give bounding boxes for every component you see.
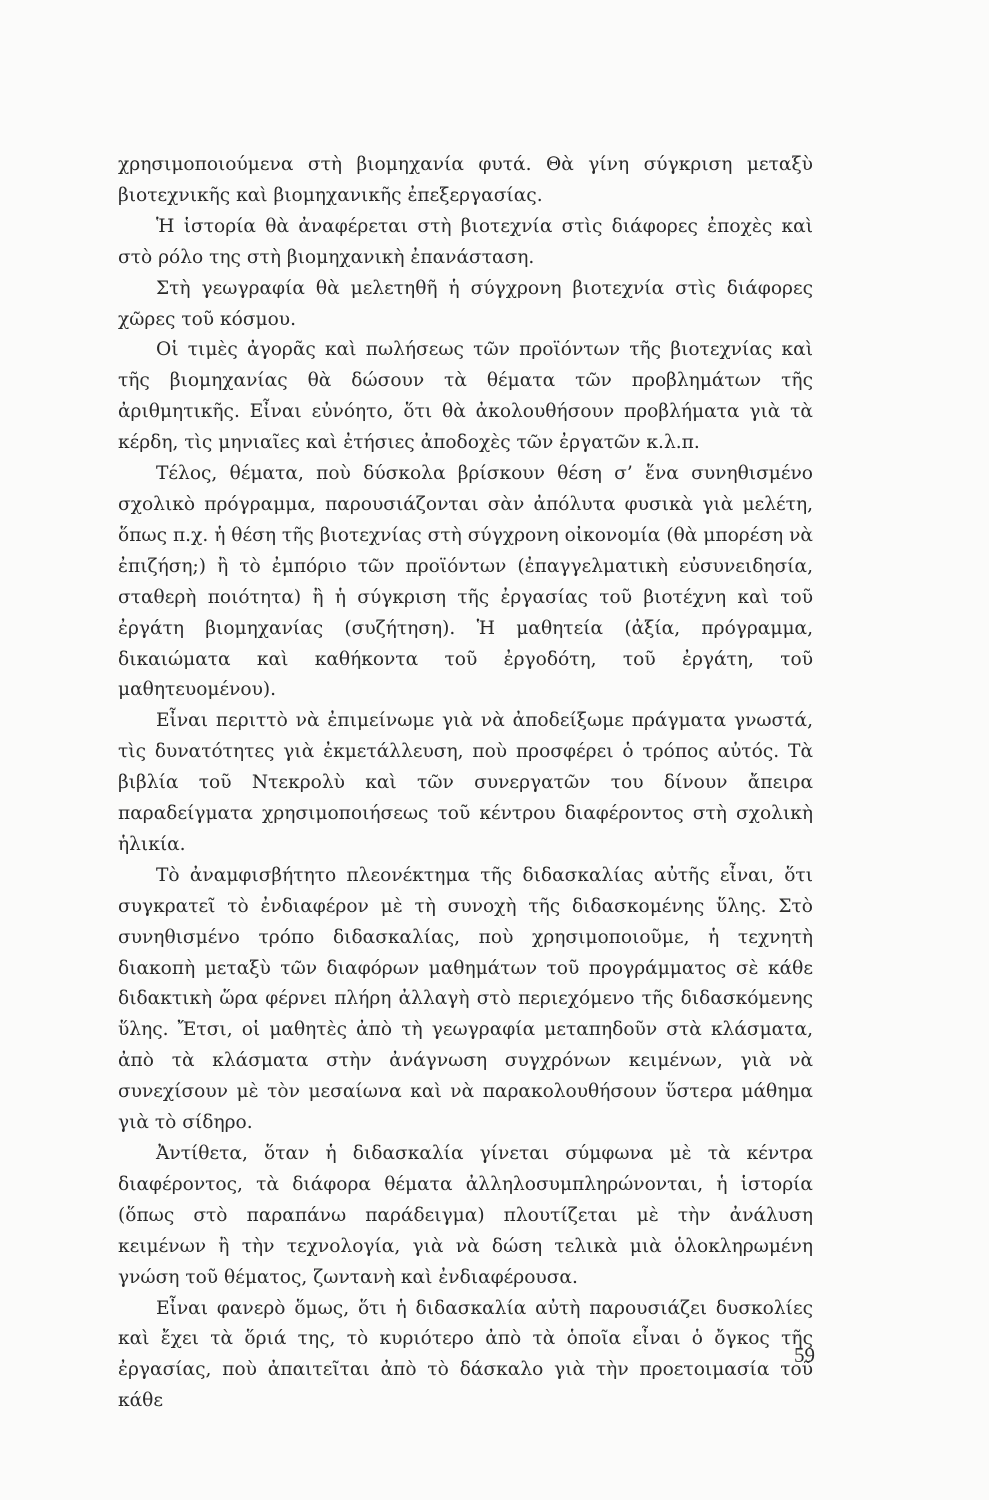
paragraph-8: Ἀντίθετα, ὅταν ἡ διδασκαλία γίνεται σύμφωνα μὲ τὰ κέντρα διαφέροντος, τὰ διάφορα θέματα ἀλληλοσυμπληρώνονται, ἡ ἱστορία (ὅπως στὸ παραπάνω παράδειγμα) πλουτίζεται μὲ τὴν ἀνάλυση κειμένων ἢ τὴν τεχνολογία, γιὰ νὰ δώση τελικὰ μιὰ ὁλοκληρωμένη γνώση τοῦ θέματος, ζωντανὴ καὶ ἐνδιαφέρουσα. — [118, 1143, 813, 1288]
paragraph-2: Ἡ ἱστορία θὰ ἀναφέρεται στὴ βιοτεχνία στὶς διάφορες ἐποχὲς καὶ στὸ ρόλο της στὴ βιομηχανικὴ ἐπανάσταση. — [118, 215, 813, 268]
paragraph-7: Τὸ ἀναμφισβήτητο πλεονέκτημα τῆς διδασκαλίας αὐτῆς εἶναι, ὅτι συγκρατεῖ τὸ ἐνδιαφέρον μὲ τὴ συνοχὴ τῆς διδασκομένης ὕλης. Στὸ συνηθισμένο τρόπο διδασκαλίας, ποὺ χρησιμοποιοῦμε, ἡ τεχνητὴ διακοπὴ μεταξὺ τῶν διαφόρων μαθημάτων τοῦ προγράμματος σὲ κάθε διδακτικὴ ὥρα φέρνει πλήρη ἀλλαγὴ στὸ περιεχόμενο τῆς διδασκόμενης ὕλης. Ἔτσι, οἱ μαθητὲς ἀπὸ τὴ γεωγραφία μεταπηδοῦν στὰ κλάσματα, ἀπὸ τὰ κλάσματα στὴν ἀνάγνωση συγχρόνων κειμένων, γιὰ νὰ συνεχίσουν μὲ τὸν μεσαίωνα καὶ νὰ παρακολουθήσουν ὕστερα μάθημα γιὰ τὸ σίδηρο. — [118, 864, 813, 1134]
paragraph-6: Εἶναι περιττὸ νὰ ἐπιμείνωμε γιὰ νὰ ἀποδείξωμε πράγματα γνωστά, τὶς δυνατότητες γιὰ ἐκμετάλλευση, ποὺ προσφέρει ὁ τρόπος αὐτός. Τὰ βιβλία τοῦ Ντεκρολὺ καὶ τῶν συνεργατῶν του δίνουν ἄπειρα παραδείγματα χρησιμοποιήσεως τοῦ κέντρου διαφέροντος στὴ σχολικὴ ἡλικία. — [118, 710, 813, 855]
page-number: 59 — [794, 1343, 815, 1367]
paragraph-4: Οἱ τιμὲς ἀγορᾶς καὶ πωλήσεως τῶν προϊόντων τῆς βιοτεχνίας καὶ τῆς βιομηχανίας θὰ δώσουν τὰ θέματα τῶν προβλημάτων τῆς ἀριθμητικῆς. Εἶναι εὐνόητο, ὅτι θὰ ἀκολουθήσουν προβλήματα γιὰ τὰ κέρδη, τὶς μηνιαῖες καὶ ἐτήσιες ἀποδοχὲς τῶν ἐργατῶν κ.λ.π. — [118, 339, 813, 454]
paragraph-3: Στὴ γεωγραφία θὰ μελετηθῆ ἡ σύγχρονη βιοτεχνία στὶς διάφορες χῶρες τοῦ κόσμου. — [118, 277, 813, 330]
paragraph-1: χρησιμοποιούμενα στὴ βιομηχανία φυτά. Θὰ γίνη σύγκριση μεταξὺ βιοτεχνικῆς καὶ βιομηχανικῆς ἐπεξεργασίας. — [118, 154, 813, 206]
paragraph-9: Εἶναι φανερὸ ὅμως, ὅτι ἡ διδασκαλία αὐτὴ παρουσιάζει δυσκολίες καὶ ἔχει τὰ ὅριά της, τὸ κυριότερο ἀπὸ τὰ ὁποῖα εἶναι ὁ ὄγκος τῆς ἐργασίας, ποὺ ἀπαιτεῖται ἀπὸ τὸ δάσκαλο γιὰ τὴν προετοιμασία τοῦ κάθε — [118, 1297, 813, 1412]
paragraph-5: Τέλος, θέματα, ποὺ δύσκολα βρίσκουν θέση σ’ ἕνα συνηθισμένο σχολικὸ πρόγραμμα, παρουσιάζονται σὰν ἀπόλυτα φυσικὰ γιὰ μελέτη, ὅπως π.χ. ἡ θέση τῆς βιοτεχνίας στὴ σύγχρονη οἰκονομία (θὰ μπορέση νὰ ἐπιζήση;) ἢ τὸ ἐμπόριο τῶν προϊόντων (ἐπαγγελματικὴ εὐσυνειδησία, σταθερὴ ποιότητα) ἢ ἡ σύγκριση τῆς ἐργασίας τοῦ βιοτέχνη καὶ τοῦ ἐργάτη βιομηχανίας (συζήτηση). Ἡ μαθητεία (ἀξία, πρόγραμμα, δικαιώματα καὶ καθήκοντα τοῦ ἐργοδότη, τοῦ ἐργάτη, τοῦ μαθητευομένου). — [118, 463, 813, 701]
body-text — [118, 150, 813, 1417]
